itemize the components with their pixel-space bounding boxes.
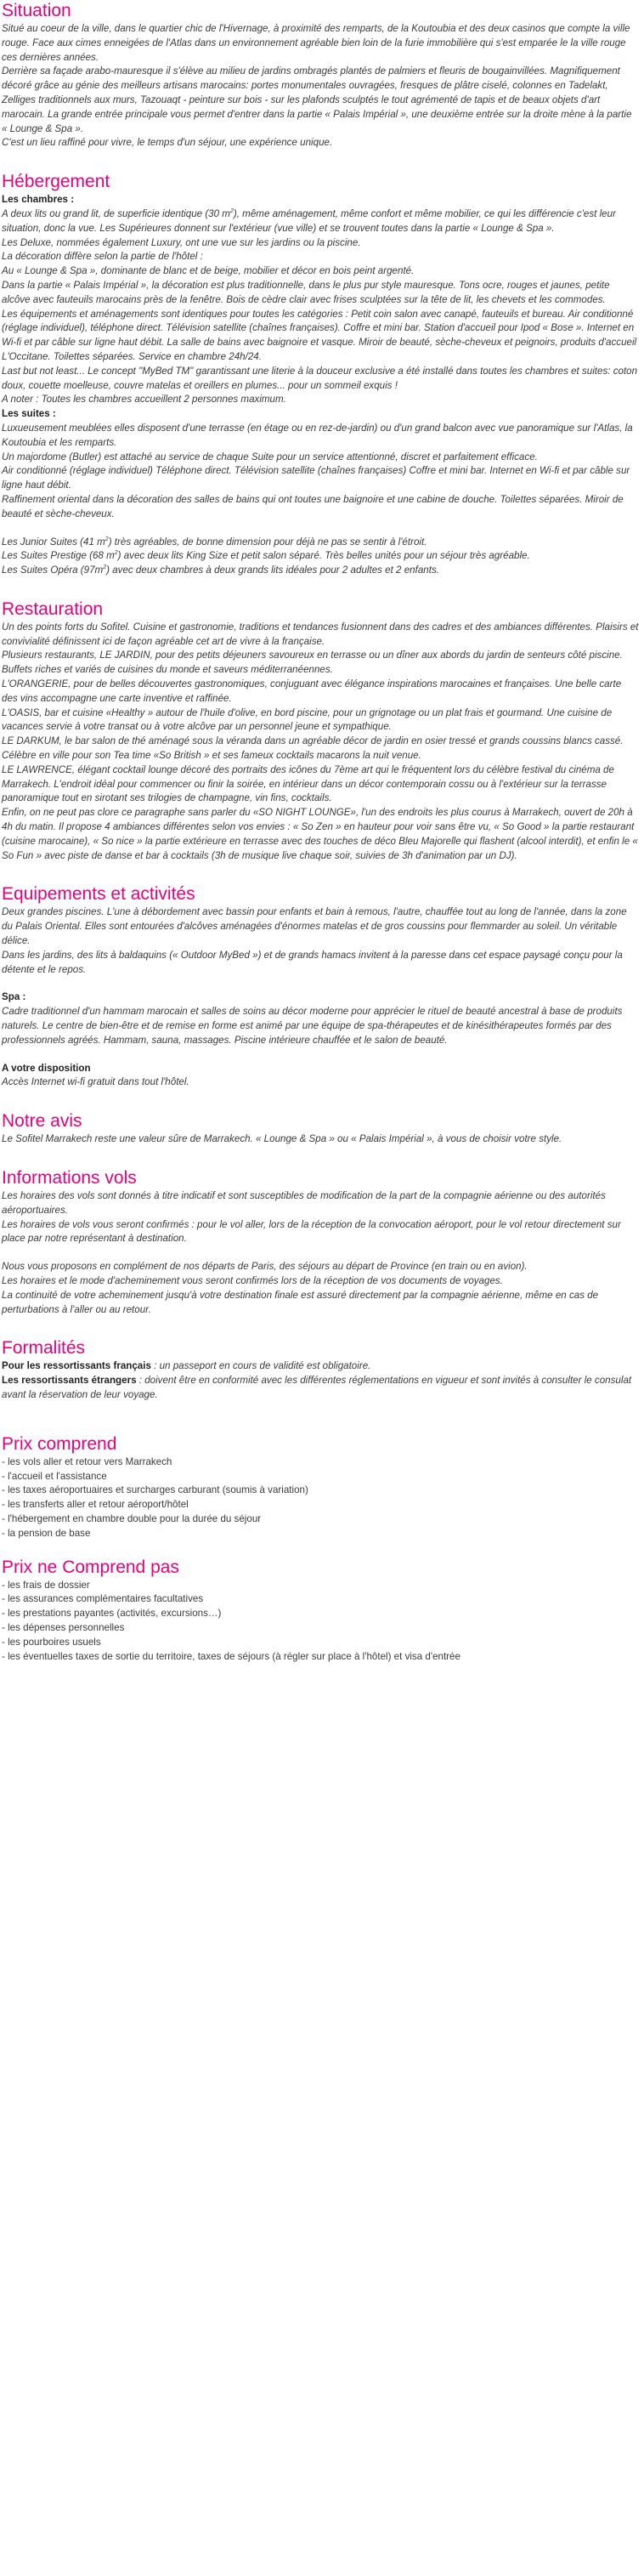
- suites-label: Les suites :: [2, 408, 56, 420]
- paragraph: Situé au coeur de la ville, dans le quartier chic de l'Hivernage, à proximité des remparts, de la Koutoubia et des deux casinos que compte la ville rouge. Face aux cimes enneigées de l'Atlas dans un environnement agréable bien loin de la furie immobilière qui s'est emparée le la ville rouge ces dernières années.: [2, 23, 630, 63]
- paragraph: Nous vous proposons en complément de nos départs de Paris, des séjours au départ de Province (en train ou en avion).: [2, 1261, 528, 1273]
- section-prix-ne-comprend: [2, 1557, 639, 1665]
- list-item: - les éventuelles taxes de sortie du territoire, taxes de séjours (à régler sur place à l'hôtel) et visa d'entrée: [2, 1650, 460, 1662]
- list-item: - les transferts aller et retour aéroport/hôtel: [2, 1499, 189, 1511]
- prix-ne-comprend-list: [2, 1579, 639, 1665]
- paragraph: Célèbre en ville pour son Tea time «So British » et ses fameux cocktails macarons la nuit venue.: [2, 750, 421, 762]
- junior-suites: Les Junior Suites (41 $m^2$) très agréables, de bonne dimension pour déjà ne pas se sentir à l'étroit.: [2, 536, 427, 548]
- chambres-label: Les chambres :: [2, 194, 75, 206]
- section-title-restauration: Restauration: [2, 599, 104, 619]
- list-item: - les pourboires usuels: [2, 1636, 101, 1648]
- section-restauration: [2, 599, 639, 864]
- paragraph: L'ORANGERIE, pour de belles découvertes gastronomiques, conjuguant avec élégance inspirations marocaines et françaises. Une belle carte des vins accompagne une carte inventive et raffinée.: [2, 678, 622, 704]
- paragraph: Luxueusement meublées elles disposent d'une terrasse (en étage ou en rez-de-jardin) ou d'un grand balcon avec vue panoramique sur l'Atlas, la Koutoubia et les remparts.: [2, 422, 633, 448]
- situation-body: [2, 22, 639, 150]
- section-title-hebergement: Hébergement: [2, 172, 110, 192]
- paragraph: LE DARKUM, le bar salon de thé aménagé sous la véranda dans un agréable décor de jardin en osier tressé et grands coussins blancs cassé.: [2, 735, 624, 747]
- list-item: - les dépenses personnelles: [2, 1621, 125, 1633]
- hebergement-body: [2, 193, 639, 578]
- spa-label: Spa :: [2, 991, 26, 1003]
- section-vols: [2, 1167, 639, 1317]
- paragraph: Derrière sa façade arabo-mauresque il s'élève au milieu de jardins ombragés plantés de palmiers et fleuris de bougainvillées. Magnifiquement décoré grâce au génie des meilleurs artisans marocains: portes monumentales ouvragées, fresques de plâtre ciselé, colonnes en Tadelakt, Zelliges traditionnels aux murs, Tazouaqt - peinture sur bois - sur les plafonds sculptés le tout agrémenté de tapis et de beaux objets d'art marocain. La grande entrée principale vous permet d'entrer dans la partie « Palais Impérial », une deuxième entrée sur la droite mène à la partie « Lounge & Spa ».: [2, 65, 632, 134]
- paragraph: Plusieurs restaurants, LE JARDIN, pour des petits déjeuners savoureux en terrasse ou un dîner aux abords du jardin de senteurs côté piscine. Buffets riches et variés de cuisines du monde et saveurs méditerranéennes.: [2, 650, 623, 676]
- paragraph: Dans la partie « Palais Impérial », la décoration est plus traditionnelle, dans le plus pur style mauresque. Tons ocre, rouges et jaunes, petite alcôve avec fauteuils marocains près de la fenêtre. Bois de cèdre clair avec frises sculptées sur la tête de lit, les chevets et les commodes.: [2, 279, 610, 305]
- paragraph: La décoration diffère selon la partie de l'hôtel :: [2, 251, 203, 263]
- list-item: - l'hébergement en chambre double pour la durée du séjour: [2, 1512, 262, 1524]
- list-item: - l'accueil et l'assistance: [2, 1470, 107, 1482]
- list-item: - les taxes aéroportuaires et surcharges carburant (soumis à variation): [2, 1484, 308, 1496]
- section-title-prix-comprend: Prix comprend: [2, 1433, 117, 1454]
- restauration-body: [2, 621, 639, 864]
- paragraph: Dans les jardins, des lits à baldaquins (« Outdoor MyBed ») et de grands hamacs invitent à la paresse dans cet espace paysagé conçu pour la détente et le repos.: [2, 949, 623, 975]
- chambres-intro: A deux lits ou grand lit, de superficie identique (30 $m^2$), même aménagement, même confort et même mobilier, ce qui les différencie c'est leur situation, donc la vue. Les Supérieures donnent sur l'extérieur (vue ville) et se trouvent toutes dans la partie « Lounge & Spa ».: [2, 207, 616, 234]
- paragraph: Les horaires et le mode d'acheminement vous seront confirmés lors de la réception de vos documents de voyages.: [2, 1274, 503, 1286]
- spa-text: Cadre traditionnel d'un hammam marocain et salles de soins au décor moderne pour apprécier le rituel de beauté ancestral à base de produits naturels. Le centre de bien-être et de remise en forme est animé par une équipe de spa-thérapeutes et de kinésithérapeutes formés par des professionnels agréés. Hammam, sauna, massages. Piscine intérieure chauffée et le salon de beauté.: [2, 1006, 623, 1046]
- paragraph: LE LAWRENCE, élégant cocktail lounge décoré des portraits des icônes du 7ème art qui le fréquentent lors du célèbre festival du cinéma de Marrakech. L'endroit idéal pour commencer ou finir la soirée, en intérieur dans un décor contemporain cossu ou à l'extérieur sur la terrasse panoramique tout en sirotant ses trilogies de champagne, vin fins, cocktails.: [2, 763, 614, 804]
- section-equipements: [2, 883, 639, 1090]
- formalites-body: [2, 1359, 639, 1402]
- section-title-equipements: Equipements et activités: [2, 884, 195, 905]
- list-item: - les vols aller et retour vers Marrakech: [2, 1455, 172, 1467]
- paragraph: Last but not least... Le concept "MyBed TM" garantissant une literie à la douceur exclusive a été installé dans toutes les chambres et suites: coton doux, couette moelleuse, couvre matelas et oreillers en plumes... pour un sommeil exquis !: [2, 365, 638, 391]
- paragraph: Enfin, on ne peut pas clore ce paragraphe sans parler du «SO NIGHT LOUNGE», l'un des endroits les plus courus à Marrakech, ouvert de 20h à 4h du matin. Il propose 4 ambiances différentes selon vos envies : « So Zen » en hauteur pour voir sans être vu, « So Good » la partie restaurant (cuisine marocaine), « So nice » la partie extérieure en terrasse avec des touches de déco Bleu Majorelle qui flashent (alcool interdit), et enfin le « So Fun » avec piste de danse et bar à cocktails (3h de musique live chaque soir, suivies de 3h d'animation par un DJ).: [2, 807, 638, 861]
- section-title-avis: Notre avis: [2, 1111, 82, 1132]
- paragraph: La continuité de votre acheminement jusqu'à votre destination finale est assuré directement par la compagnie aérienne, même en cas de perturbations à l'aller ou au retour.: [2, 1289, 599, 1315]
- list-item: - les assurances complémentaires facultatives: [2, 1593, 204, 1605]
- section-title-formalites: Formalités: [2, 1338, 86, 1359]
- paragraph: Air conditionné (réglage individuel) Téléphone direct. Télévision satellite (chaînes françaises) Coffre et mini bar. Internet en Wi-fi et par câble sur ligne haut débit.: [2, 465, 630, 491]
- list-item: - les prestations payantes (activités, excursions…): [2, 1608, 222, 1620]
- section-title-prix-ne-comprend: Prix ne Comprend pas: [2, 1557, 179, 1577]
- section-avis: [2, 1110, 639, 1147]
- paragraph: Les Deluxe, nommées également Luxury, ont une vue sur les jardins ou la piscine.: [2, 236, 361, 248]
- list-item: - les frais de dossier: [2, 1579, 90, 1591]
- section-situation: [2, 0, 639, 150]
- formalites-francais: Pour les ressortissants français : un passeport en cours de validité est obligatoire.: [2, 1360, 371, 1372]
- vols-body: [2, 1189, 639, 1317]
- paragraph: Deux grandes piscines. L'une à débordement avec bassin pour enfants et bain à remous, l'autre, chauffée tout au long de l'année, dans la zone du Palais Oriental. Elles sont entourées d'alcôves aménagées d'énormes matelas et de gros coussins pour flemmarder au soleil. Un véritable délice.: [2, 906, 627, 947]
- equipements-body: [2, 905, 639, 1090]
- dispo-text: Accès Internet wi-fi gratuit dans tout l'hôtel.: [2, 1076, 189, 1088]
- formalites-etrangers: Les ressortissants étrangers : doivent être en conformité avec les différentes réglementations en vigueur et sont invités à consulter le consulat avant la réservation de leur voyage.: [2, 1375, 632, 1400]
- opera-suites: Les Suites Opéra $(97m^2)$ avec deux chambres à deux grands lits idéales pour 2 adultes et 2 enfants.: [2, 565, 439, 576]
- paragraph: Au « Lounge & Spa », dominante de blanc et de beige, mobilier et décor en bois peint argenté.: [2, 265, 415, 277]
- paragraph: Les horaires des vols sont donnés à titre indicatif et sont susceptibles de modification de la part de la compagnie aérienne ou des autorités aéroportuaires.: [2, 1190, 606, 1216]
- section-hebergement: [2, 171, 639, 578]
- section-formalites: [2, 1337, 639, 1402]
- section-title-situation: Situation: [2, 1, 71, 20]
- avis-body: [2, 1132, 639, 1147]
- paragraph: Les horaires de vols vous seront confirmés : pour le vol aller, lors de la réception de la convocation aéroport, pour le vol retour directement sur place par notre représentant à destination.: [2, 1218, 621, 1245]
- paragraph: Un des points forts du Sofitel. Cuisine et gastronomie, traditions et tendances fusionnent dans des cadres et des ambiances différentes. Plaisirs et convivialité définissent ici de façon agréable cet art de vivre à la française.: [2, 621, 639, 647]
- list-item: - la pension de base: [2, 1527, 91, 1539]
- paragraph: C'est un lieu raffiné pour vivre, le temps d'un séjour, une expérience unique.: [2, 137, 333, 149]
- section-prix-comprend: [2, 1433, 639, 1541]
- paragraph: A noter : Toutes les chambres accueillent 2 personnes maximum.: [2, 394, 286, 406]
- paragraph: Le Sofitel Marrakech reste une valeur sûre de Marrakech. « Lounge & Spa » ou « Palais Impérial », à vous de choisir votre style.: [2, 1133, 562, 1145]
- dispo-label: A votre disposition: [2, 1062, 91, 1074]
- prestige-suites: Les Suites Prestige (68 $m^2$) avec deux lits King Size et petit salon séparé. Très belles unités pour un séjour très agréable.: [2, 550, 530, 562]
- paragraph: L'OASIS, bar et cuisine «Healthy » autour de l'huile d'olive, en bord piscine, pour un grignotage ou un plat frais et gourmand. Une cuisine de vacances servie à votre transat ou à votre alcôve par un personnel jeune et sympathique.: [2, 706, 613, 733]
- paragraph: Les équipements et aménagements sont identiques pour toutes les catégories : Petit coin salon avec canapé, fauteuils et bureau. Air conditionné (réglage individuel), téléphone direct. Télévision satellite (chaînes françaises). Coffre et mini bar. Station d'accueil pour Ipod « Bose ». Internet en Wi-fi et par câble sur ligne haut débit. La salle de bains avec baignoire et vasque. Miroir de beauté, sèche-cheveux et peignoirs, produits d'accueil L'Occitane. Toilettes séparées. Service en chambre 24h/24.: [2, 308, 637, 362]
- paragraph: Raffinement oriental dans la décoration des salles de bains qui ont toutes une baignoire et une cabine de douche. Toilettes séparées. Miroir de beauté et sèche-cheveux.: [2, 493, 624, 519]
- prix-comprend-list: [2, 1455, 639, 1541]
- paragraph: Un majordome (Butler) est attaché au service de chaque Suite pour un service attentionné, discret et parfaitement efficace.: [2, 451, 538, 462]
- section-title-vols: Informations vols: [2, 1168, 137, 1188]
